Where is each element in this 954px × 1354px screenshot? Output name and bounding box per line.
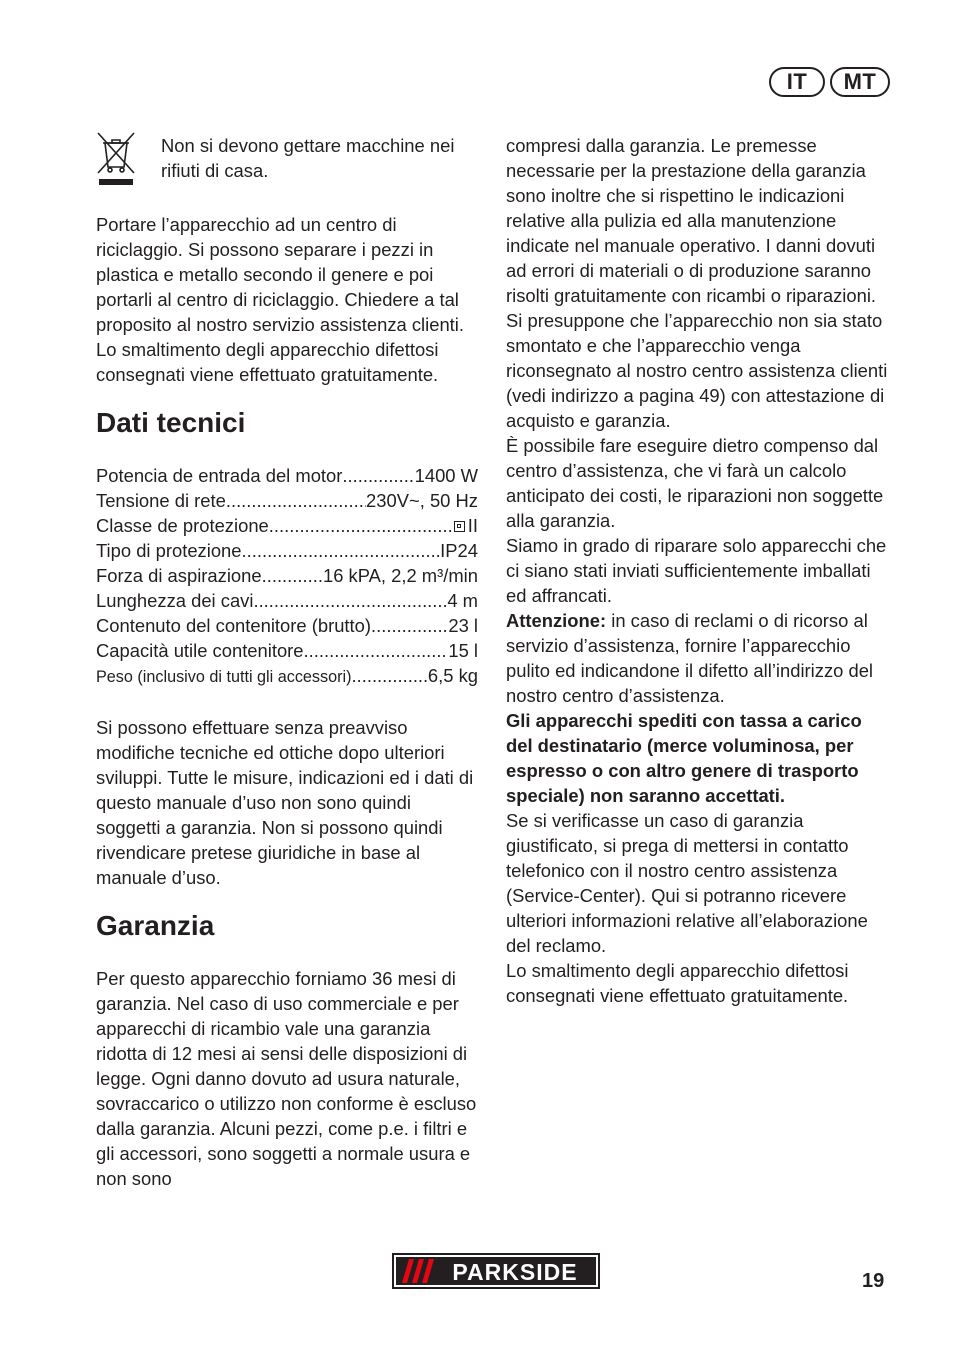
brand-text: PARKSIDE	[452, 1259, 578, 1285]
paid-repairs-paragraph: È possibile fare eseguire dietro compenso dal centro d’assistenza, che vi farà un calcolo anticipato dei costi, le riparazioni non soggette alla garanzia.	[506, 435, 884, 531]
language-badge-mt: MT	[830, 67, 890, 97]
attention-label: Attenzione:	[506, 610, 607, 631]
spec-row-suction: Forza di aspirazione ..... 16 kPA, 2,2 m³/min	[96, 563, 478, 588]
spec-row-weight: Peso (inclusivo di tutti gli accessori) ..... 6,5 kg	[96, 663, 478, 690]
warranty-heading: Garanzia	[96, 910, 215, 941]
left-column	[96, 133, 478, 1191]
warranty-paragraph: Per questo apparecchio forniamo 36 mesi di garanzia. Nel caso di uso commerciale e per apparecchi di ricambio vale una garanzia ridotta di 12 mesi ai sensi delle disposizioni di legge. Ogni danno dovuto ad usura naturale, sovraccarico o utilizzo non conforme è escluso dalla garanzia. Alcuni pezzi, come p.e. i filtri e gli accessori, sono soggetti a normale usura e non sono	[96, 968, 477, 1189]
attention-paragraph	[506, 608, 890, 708]
spec-row-protection-class: Classe de protezione ..... II	[96, 513, 478, 538]
spec-row-cable-length: Lunghezza dei cavi ..... 4 m	[96, 588, 478, 613]
disposal-notice	[96, 133, 478, 187]
right-column	[506, 133, 890, 1008]
crossed-bin-icon	[96, 131, 136, 187]
disposal-repeat-paragraph: Lo smaltimento degli apparecchio difettosi consegnati viene effettuato gratuitamente.	[506, 960, 849, 1006]
attention-text: in caso di reclami o di ricorso al servizio d’assistenza, fornire l’apparecchio pulito ed indicandone il difetto all’indirizzo del nostro centro d’assistenza.	[506, 610, 874, 706]
spec-row-protection-type: Tipo di protezione ..... IP24	[96, 538, 478, 563]
warranty-conditions: compresi dalla garanzia. Le premesse necessarie per la prestazione della garanzia sono inoltre che si rispettino le indicazioni relative alla pulizia ed alla manutenzione indicate nel manuale operativo. I danni dovuti ad errori di materiali o di produzione saranno risolti gratuitamente con ricambi o riparazioni. Si presuppone che l’apparecchio non sia stato smontato e che l’apparecchio venga riconsegnato al nostro centro assistenza clienti (vedi indirizzo a pagina 49) con attestazione di acquisto e garanzia.	[506, 135, 888, 431]
language-badge-it: IT	[769, 67, 825, 97]
freight-notice: Gli apparecchi spediti con tassa a carico del destinatario (merce voluminosa, per espresso o con altro genere di trasporto speciale) non saranno accettati.	[506, 710, 862, 806]
bin-notice-text: Non si devono gettare macchine nei rifiuti di casa.	[161, 135, 455, 181]
page-number: 19	[862, 1270, 885, 1292]
double-insulation-icon	[454, 521, 465, 532]
recycle-paragraph: Portare l’apparecchio ad un centro di riciclaggio. Si possono separare i pezzi in plastica e metallo secondo il genere e poi portarli al centro di riciclaggio. Chiedere a tal proposito al nostro servizio assistenza clienti.	[96, 214, 464, 335]
spec-list	[96, 463, 478, 690]
tech-heading: Dati tecnici	[96, 407, 246, 438]
spec-row-usable-capacity: Capacità utile contenitore ..... 15 l	[96, 638, 478, 663]
packaging-paragraph: Siamo in grado di riparare solo apparecchi che ci siano stati inviati sufficientemente imballati ed affrancati.	[506, 535, 887, 606]
disposal-paragraph: Lo smaltimento degli apparecchio difettosi consegnati viene effettuato gratuitamente.	[96, 339, 439, 385]
parkside-logo	[392, 1253, 600, 1289]
spec-row-voltage: Tensione di rete ..... 230V~, 50 Hz	[96, 488, 478, 513]
service-contact-paragraph: Se si verificasse un caso di garanzia giustificato, si prega di mettersi in contatto telefonico con il nostro centro assistenza (Service-Center). Qui si potranno ricevere ulteriori informazioni relative all’elaborazione del reclamo.	[506, 810, 868, 956]
spec-row-gross-capacity: Contenuto del contenitore (brutto) ..... 23 l	[96, 613, 478, 638]
spec-row-power: Potencia de entrada del motor ..... 1400 W	[96, 463, 478, 488]
tech-note: Si possono effettuare senza preavviso modifiche tecniche ed ottiche dopo ulteriori sviluppi. Tutte le misure, indicazioni ed i dati di questo manuale d’uso non sono quindi soggetti a garanzia. Non si possono quindi rivendicare pretese giuridiche in base al manuale d’uso.	[96, 717, 474, 888]
